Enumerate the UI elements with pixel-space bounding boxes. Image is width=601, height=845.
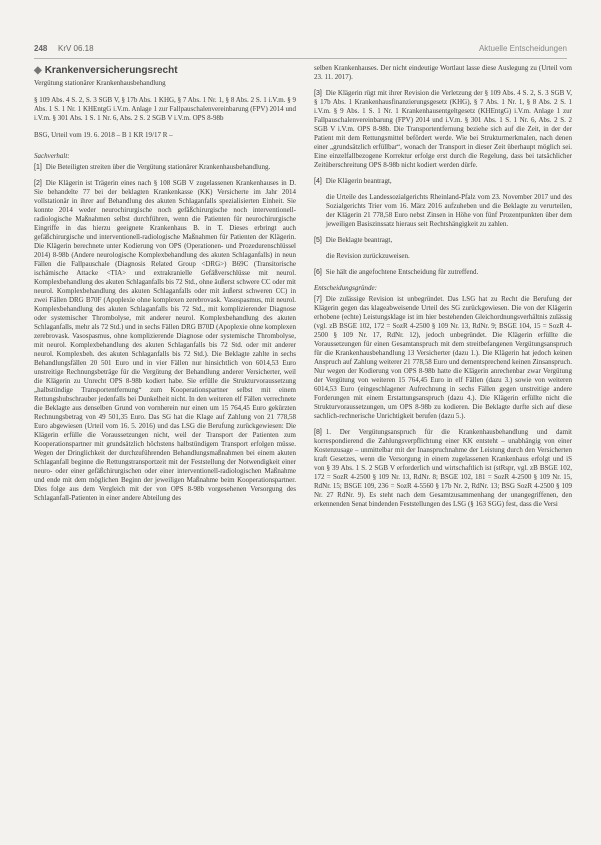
paragraph-number: [5]	[314, 237, 322, 244]
paragraph-text: Die Beteiligten streiten über die Vergütung stationärer Krankenhausbehandlung.	[45, 163, 271, 171]
section-title: Aktuelle Entscheidungen	[478, 44, 567, 53]
paragraph-4	[314, 177, 572, 186]
paragraph-number: [7]	[314, 296, 322, 303]
paragraph-7	[314, 295, 572, 421]
paragraph-number: [8]	[314, 429, 322, 436]
running-header	[34, 44, 567, 56]
right-column	[314, 64, 572, 516]
left-column	[34, 66, 296, 510]
paragraph-5	[314, 236, 572, 245]
paragraph-number: [4]	[314, 178, 322, 185]
verdict-line: Sie hält die angefochtene Entscheidung für zutreffend.	[325, 268, 479, 276]
verdict-motion: die Urteile des Landessozialgerichts Rheinland-Pfalz vom 23. November 2017 und des Sozialgerichts Trier vom 16. März 2016 aufzuheben und die Beklagte zu verurteilen, der Klägerin 21 778,58 Euro nebst Zinsen in Höhe von fünf Prozentpunkten über dem jeweiligen Basiszinssatz hieraus seit Rechtshängigkeit zu zahlen.	[326, 193, 572, 228]
page-number: 248	[34, 44, 48, 53]
sachverhalt-label: Sachverhalt:	[34, 152, 70, 160]
paragraph-text: Die zulässige Revision ist unbegründet. Das LSG hat zu Recht die Berufung der Klägerin gegen das klageabweisende Urteil des SG zurückgewiesen. Die von der Klägerin erhobene (echte) Leistungsklage ist im hier bestehenden Gleichordnungsverhältnis zulässig (vgl. zB BSGE 102, 172 = SozR 4-2500 § 109 Nr. 13, RdNr. 9; BSGE 104, 15 = SozR 4-2500 § 109 Nr. 17, RdNr. 12), jedoch unbegründet. Die Klägerin erfüllte die Voraussetzungen für einen Gesamtanspruch mit dem streitbefangenen Vergütungsanspruch für die Krankenhausbehandlung 13 Versicherter (dazu 1.). Die Klägerin hat jedoch keinen Anspruch auf Zahlung weiterer 21 778,58 Euro und dementsprechend keinen Zinsanspruch. Nur wegen der Kodierung von OPS 8-98b hatte die Klägerin anrechenbar zwar Vergütung der Vergütung von weiteren 15 764,45 Euro in elf Fällen (dazu 3.) sowie von weiteren 6014,53 Euro (eingeschlagener Aufrechnung in sechs Fällen gegen unstreitige andere Forderungen mit einem Erstattungsanspruch (dazu 4.). Die Klägerin erfüllte nicht die Strukturvoraussetzungen, um OPS 8-98b zu kodieren. Die Beklagte durfte sich auf diese sachlich-rechnerische Unrichtigkeit berufen (dazu 5.).	[314, 295, 572, 420]
header-divider	[34, 58, 567, 59]
verdict-line: Die Klägerin beantragt,	[325, 177, 392, 185]
paragraph-number: [3]	[314, 90, 322, 97]
paragraph-number: [1]	[34, 164, 42, 171]
verdict-motion: die Revision zurückzuweisen.	[326, 252, 410, 260]
legal-norms: § 109 Abs. 4 S. 2, S. 3 SGB V, § 17b Abs. 1 KHG, § 7 Abs. 1 Nr. 1, § 8 Abs. 2 S. 1 i.V.m. § 9 Abs. 1 S. 1 Nr. 1 KHEntgG i.V.m. Anlage 1 zur Fallpauschalenvereinbarung (FPV) 2014 und i.V.m. § 301 Abs. 1 S. 1 Nr. 6, Abs. 2 S. 2 SGB V i.V.m. OPS 8-98b	[34, 96, 296, 122]
verdict-line: Die Beklagte beantragt,	[325, 236, 393, 244]
journal-issue: KrV 06.18	[58, 44, 94, 53]
paragraph-text: Die Klägerin rügt mit ihrer Revision die Verletzung der § 109 Abs. 4 S. 2, S. 3 SGB V, § 17b Abs. 1 Krankenhausfinanzierungsgesetz (KHG), § 7 Abs. 1 Nr. 1, § 8 Abs. 2 S. 1 i.V.m. § 9 Abs. 1 S. 1 Nr. 1 Krankenhausentgeltgesetz (KHEntgG) i.V.m. Anlage 1 zur Fallpauschalenvereinbarung (FPV) 2014 und i.V.m. § 301 Abs. 1 S. 1 Nr. 6, Abs. 2 S. 2 SGB V i.V.m. OPS 8-98b. Die Transportentfernung beziehe sich auf die Zeit, in der der Patient mit dem Rettungsmittel befördert werde. Wie bei Strukturmerkmalen, nach denen einer „grundsätzlich erfüllbar“, wonach der Transport in dieser Zeit überhaupt möglich sei. Eine einzelfallbezogene Korrektur erfolge erst durch die Regelung, dass bei tatsächlicher Zeitüberschreitung OPS 8-98b nicht kodiert werden dürfe.	[314, 89, 572, 169]
paragraph-number: [6]	[314, 269, 322, 276]
court-decision: BSG, Urteil vom 19. 6. 2018 – B 1 KR 19/17 R –	[34, 131, 173, 139]
paragraph-1	[34, 163, 296, 172]
paragraph-8	[314, 428, 572, 509]
gruende-label: Entscheidungsgründe:	[314, 284, 377, 292]
continued-text: selben Krankenhauses. Der nicht eindeutige Wortlaut lasse diese Auslegung zu (Urteil vom 23. 11. 2017).	[314, 64, 572, 81]
paragraph-text: Die Klägerin ist Trägerin eines nach § 108 SGB V zugelassenen Krankenhauses in D. Sie behandelte 77 bei der beklagten Krankenkasse (KK) Versicherte im Jahr 2014 vollstationär in ihrer auf Behandlung des akuten Schlaganfalls spezialisierten Einheit. Sie konnte 2014 weder neurochirurgische noch gefäßchirurgische noch interventionell-radiologische Maßnahmen selbst durchführen, wenn die Patienten für neurochirurgische Eingriffe in das hierzu geeignete Krankenhaus B. in T. Dieses erbringt auch gefäßchirurgische und interventionell-radiologische Maßnahmen für Patienten der Klägerin. Die Klägerin berechnete unter Kodierung von OPS (Operationen- und Prozedurenschlüssel 2014) 8-98b (Andere neurologische Komplexbehandlung des akuten Schlaganfalls) in neun Fällen die Fallpauschale (Diagnosis Related Group <DRG>) B69C (Transitorische ischämische Attacke <TIA> und extrakranielle Gefäßverschlüsse mit neurol. Komplexbehandlung des akuten Schlaganfalls bis 72 Std., ohne äußerst schwere CC oder mit neurol. Komplexbehandlung des akuten Schlaganfalls oder mit äußerst schweren CC) in zwei Fällen DRG B70F (Apoplexie ohne komplexen zerebrovask. Vasospasmus, mit neurol. Komplexbehandlung des akuten Schlaganfalls bis 72 Std., mit komplizierender Diagnose oder systemischer Thrombolyse, mit anderer neurol. Komplexbehandlung des akuten Schlaganfalls, mehr als 72 Std.) und in sechs Fällen DRG B70D (Apoplexie ohne komplexen zerebrovask. Vasospasmus, ohne komplizierende Diagnose oder systemische Thrombolyse, mit neurol. Komplexbehandlung des akuten Schlaganfalls bis 72 Std. oder mit anderer neurol. Komplexbeh. des akuten Schlaganfalls bis 72 Std.). Die Beklagte zahlte in sechs Behandlungsfällen 20 501 Euro und in vier Fällen nur hinsichtlich von 6014,53 Euro unstreitige Rechnungsbeträge für die Vergütung der Behandlung anderer Versicherter, weil die Klägerin zu Unrecht OPS 8-98b kodiert habe. Sie erfülle die Strukturvoraussetzung „halbstündige Transportentfernung“ zum Kooperationspartner selbst mit einem Rettungshubschrauber jedenfalls bei Dunkelheit nicht. In den weiteren elf Fällen verrechnete die Beklagte aus denselben Grund von vornherein nur einen um 15 764,45 Euro gekürzten Rechnungsbetrag von 49 501,35 Euro. Das SG hat die Klage auf Zahlung von 21 778,58 Euro abgewiesen (Urteil vom 16. 5. 2016) und das LSG die Berufung zurückgewiesen: Die Klägerin erfülle die Voraussetzungen nicht, weil der Transport der Patienten zum Kooperationspartner mit grundsätzlich höchstens halbstündigem Transport erfolgen müsse. Wegen der Dringlichkeit der durchzuführenden Behandlungsmaßnahmen bei einem akuten Schlaganfall beginne die Rettungstransportzeit mit der Feststellung der Notwendigkeit einer neuro- oder einer gefäßchirurgischen oder einer interventionell-radiologischen Maßnahme und ende mit dem möglichen Beginn der jeweiligen Maßnahme beim Kooperationspartner. Dies folge aus dem Vergleich mit der von OPS 8-98b vorgesehenen Versorgung des Schlaganfall-Patienten in einer andere Abteilung des	[34, 179, 296, 502]
article-subtitle: Vergütung stationärer Krankenhausbehandlung	[34, 79, 166, 87]
paragraph-2	[34, 179, 296, 503]
paragraph-6	[314, 268, 572, 277]
diamond-icon: ◆	[34, 65, 42, 76]
paragraph-text: 1. Der Vergütungsanspruch für die Krankenhausbehandlung und damit korrespondierend die Zahlungsverpflichtung einer KK entsteht – unabhängig von einer Kostenzusage – unmittelbar mit der Inanspruchnahme der Leistung durch den Versicherten kraft Gesetzes, wenn die Versorgung in einem zugelassenen Krankenhaus erfolgt und iS von § 39 Abs. 1 S. 2 SGB V erforderlich und wirtschaftlich ist (stRspr, vgl. zB BSGE 102, 172 = SozR 4-2500 § 109 Nr. 13, RdNr. 8; BSGE 102, 181 = SozR 4-2500 § 109 Nr. 15, RdNr. 15; BSGE 109, 236 = SozR 4-5560 § 17b Nr. 2, RdNr. 13; BSG SozR 4-2500 § 109 Nr. 27 RdNr. 9). Es steht nach dem Gesamtzusammenhang der unangegriffenen, den erkennenden Senat bindenden Feststellungen des LSG (§ 163 SGG) fest, dass die Versi	[314, 428, 572, 508]
paragraph-3	[314, 89, 572, 170]
article-title	[34, 66, 296, 75]
paragraph-number: [2]	[34, 180, 42, 187]
article-title-text: Krankenversicherungsrecht	[44, 65, 178, 76]
